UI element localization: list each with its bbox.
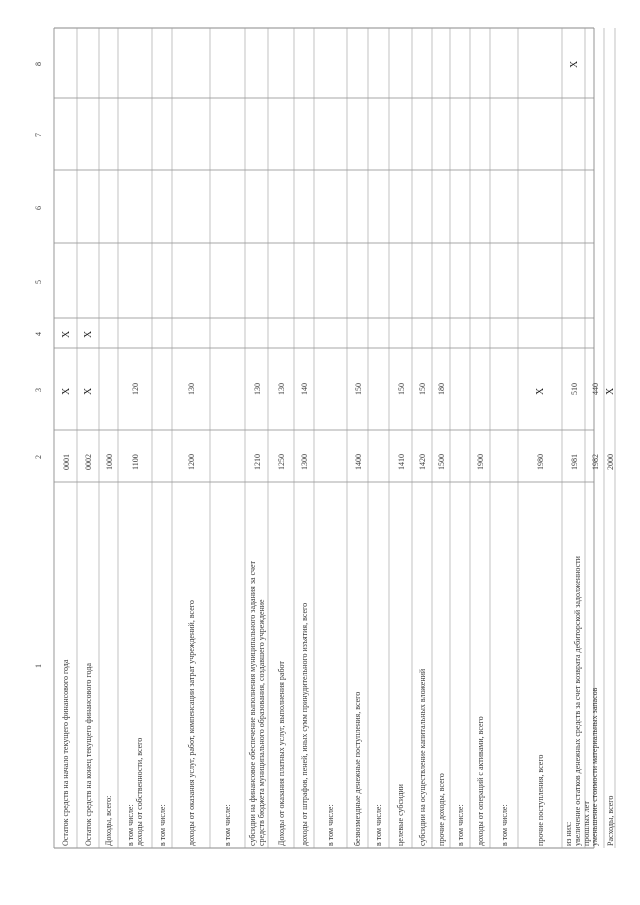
row-code: 0001: [61, 454, 71, 470]
header-col3: 3: [34, 388, 43, 392]
row-kbk: X: [535, 387, 546, 395]
header-col7: 7: [34, 133, 43, 137]
row-col4: X: [60, 330, 72, 338]
row-label: увеличение остатков денежных средств за счет возврата дебиторской задолженности: [573, 556, 582, 846]
row-label: в том числе:: [157, 804, 167, 846]
row-code: 1981: [569, 454, 579, 470]
row-code: 1250: [277, 454, 286, 470]
row-label: доходы от штрафов, пеней, иных сумм принудительного изъятия, всего: [299, 602, 309, 846]
row-label: Доходы, всего:: [104, 795, 113, 846]
row-kbk: 180: [437, 383, 446, 395]
row-label: Остаток средств на конец текущего финансового года: [83, 663, 93, 846]
row-code: 1000: [104, 454, 114, 470]
row-kbk: X: [83, 387, 94, 395]
header-col2: 2: [34, 455, 43, 459]
row-kbk: 440: [590, 383, 600, 395]
row-code: 1980: [536, 454, 545, 470]
row-label: в том числе:: [499, 804, 509, 846]
row-label: в том числе:: [374, 804, 383, 846]
row-label: в том числе:: [223, 804, 232, 846]
row-label: прошлых лет: [582, 801, 591, 846]
row-kbk: 150: [396, 383, 406, 395]
row-label: Расходы, всего: [606, 795, 615, 846]
row-code: 1400: [353, 454, 363, 470]
row-label: из них:: [564, 821, 573, 846]
header-col8: 8: [34, 62, 43, 66]
row-label: доходы от операций с активами, всего: [475, 716, 485, 846]
row-label: прочие поступления, всего: [535, 754, 545, 846]
row-label: субсидии на финансовое обеспечение выполнения муниципального задания за счет: [247, 560, 257, 846]
row-label: прочие доходы, всего: [436, 773, 446, 846]
row-label: целевые субсидии: [396, 784, 405, 846]
row-kbk: 140: [300, 383, 309, 395]
header-col5: 5: [34, 279, 43, 284]
row-code: 1210: [252, 454, 262, 470]
row-kbk: X: [604, 387, 616, 395]
row-label: доходы от оказания услуг, работ, компенсации затрат учреждений, всего: [186, 600, 196, 846]
row-code: 0002: [84, 454, 93, 470]
row-kbk: 130: [187, 383, 196, 395]
header-col1: 1: [34, 664, 43, 668]
row-kbk: 150: [418, 383, 427, 395]
row-kbk: 120: [131, 383, 140, 395]
row-label: средств бюджета муниципального образования, создавшего учреждение: [256, 599, 266, 846]
row-code: 1982: [590, 454, 600, 470]
row-kbk: 130: [277, 383, 286, 395]
row-code: 2000: [605, 454, 615, 470]
row-label: в том числе:: [455, 804, 465, 846]
row-code: 1420: [418, 454, 427, 470]
header-col6: 6: [34, 205, 43, 210]
row-label: Доходы от оказания платных услуг, выполнения работ: [276, 661, 286, 846]
row-label: доходы от собственности, всего: [135, 737, 144, 846]
row-kbk: 130: [252, 383, 262, 395]
row-label: субсидии на осуществление капитальных вложений: [417, 668, 427, 846]
row-label: Остаток средств на начало текущего финансового года: [61, 659, 70, 846]
header-col4: 4: [34, 332, 43, 336]
row-code: 1900: [476, 454, 485, 470]
row-kbk: 510: [569, 383, 579, 395]
row-kbk: X: [60, 387, 72, 395]
row-code: 1500: [437, 454, 446, 470]
row-code: 1200: [187, 454, 196, 470]
row-kbk: 150: [353, 383, 363, 395]
row-label: уменьшение стоимости материальных запасов: [590, 687, 599, 846]
row-code: 1410: [396, 454, 406, 470]
row-code: 1100: [131, 454, 140, 470]
row-col4: X: [83, 330, 94, 338]
row-label: безвозмездные денежные поступления, всего: [353, 691, 362, 846]
row-col8: X: [568, 60, 580, 68]
row-label: в том числе:: [126, 804, 135, 846]
row-label: в том числе:: [326, 804, 335, 846]
row-code: 1300: [300, 454, 309, 470]
